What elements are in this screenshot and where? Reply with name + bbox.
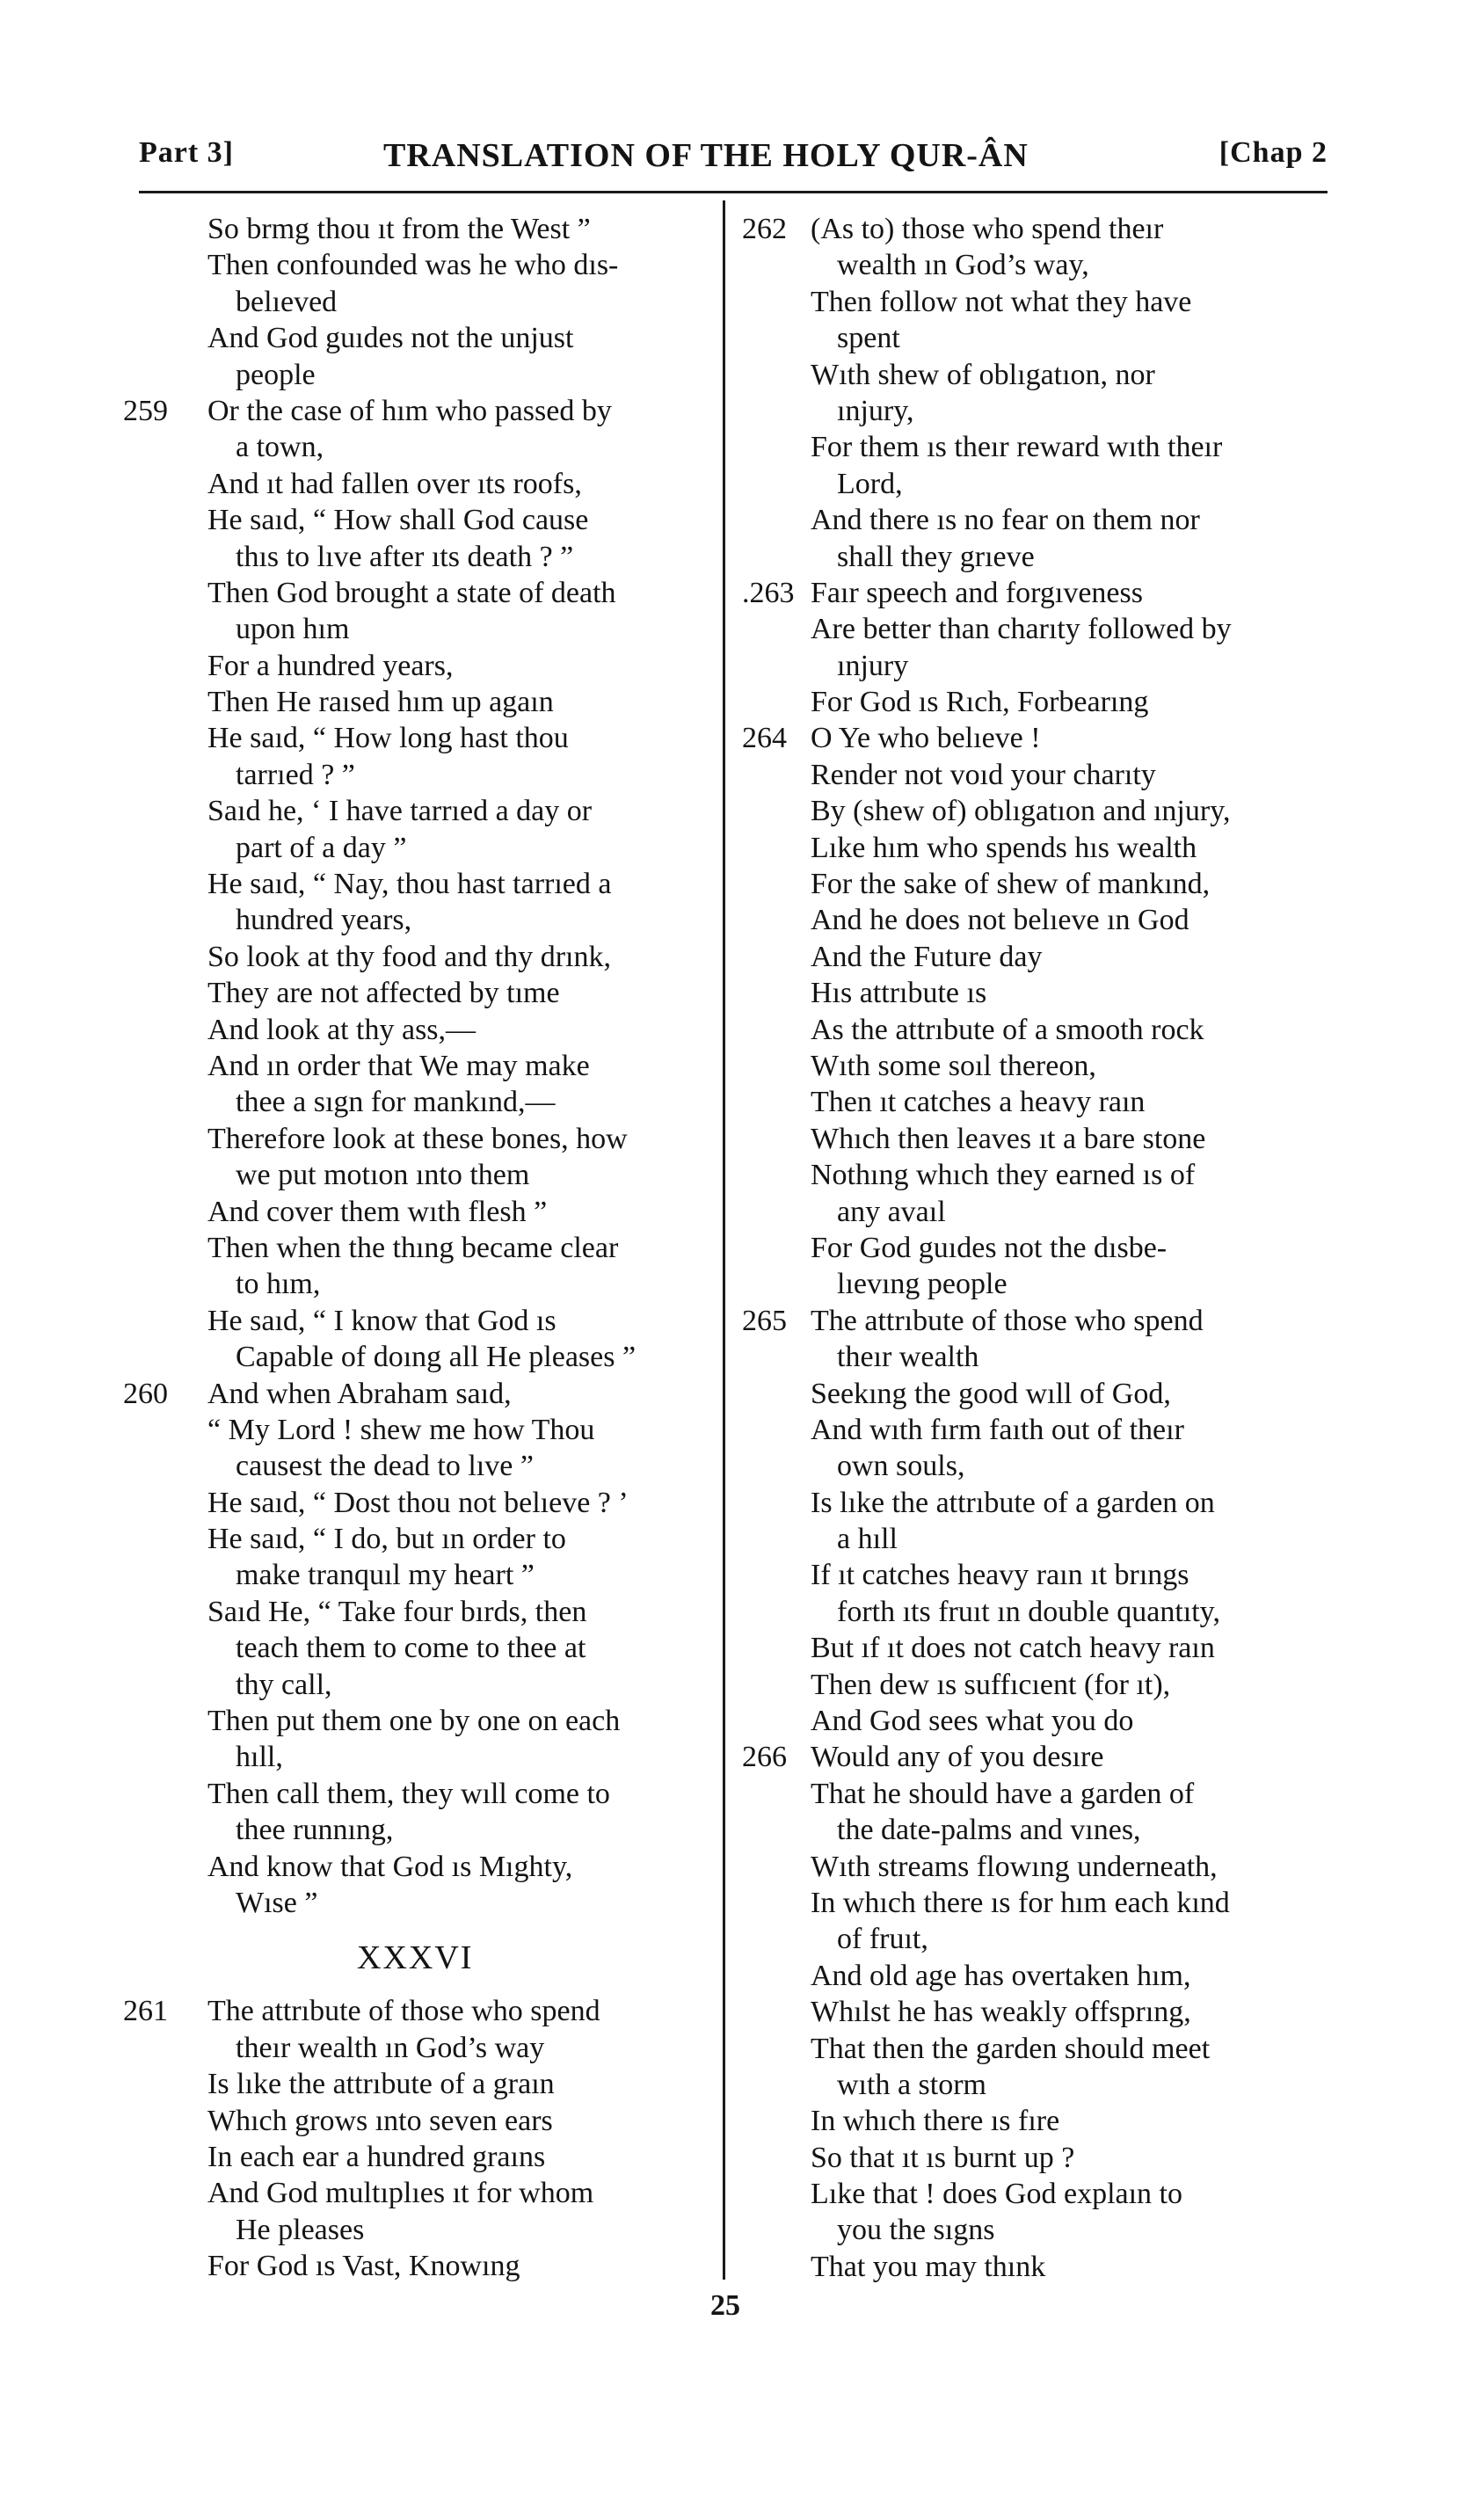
- verse-line: [737, 393, 1319, 429]
- verse-text: Then confounded was he who dıs-: [207, 249, 619, 282]
- verse-text: The attrıbute of those who spend: [207, 1995, 600, 2028]
- verse-line: [123, 975, 707, 1011]
- verse-line: [737, 866, 1319, 902]
- verse-line: [123, 539, 707, 575]
- verse-text: hıll,: [236, 1741, 283, 1774]
- verse-text: By (shew of) oblıgatıon and ınjury,: [811, 795, 1231, 828]
- verse-text: And when Abraham saıd,: [207, 1377, 512, 1410]
- verse-line: [737, 2176, 1319, 2212]
- verse-text: Would any of you desıre: [811, 1741, 1104, 1774]
- verse-text: That he should have a garden of: [811, 1777, 1195, 1810]
- verse-line: [123, 320, 707, 356]
- verse-line: [737, 575, 1319, 611]
- verse-text: Is lıke the attrıbute of a garden on: [811, 1486, 1215, 1519]
- verse-text: wıth a storm: [837, 2068, 986, 2101]
- verse-text: For God ıs Rıch, Forbearıng: [811, 686, 1149, 719]
- verse-text: causest the dead to lıve ”: [236, 1450, 534, 1483]
- verse-line: [123, 684, 707, 720]
- verse-line: [737, 902, 1319, 938]
- verse-text: the date-palms and vınes,: [837, 1814, 1141, 1847]
- verse-text: shall they grıeve: [837, 540, 1035, 573]
- verse-line: [737, 1594, 1319, 1630]
- verse-line: [123, 1376, 707, 1412]
- verse-text: hundred years,: [236, 904, 412, 937]
- verse-text: Lıke that ! does God explaın to: [811, 2178, 1183, 2211]
- verse-line: [737, 1412, 1319, 1448]
- verse-line: [737, 1266, 1319, 1302]
- verse-text: He saıd, “ I do, but ın order to: [207, 1523, 566, 1556]
- verse-line: [123, 284, 707, 320]
- column-divider: [723, 200, 725, 2280]
- verse-number: 261: [123, 1995, 168, 2028]
- verse-text: Are better than charıty followed by: [811, 613, 1232, 646]
- verse-text: For the sake of shew of mankınd,: [811, 868, 1211, 901]
- verse-text: And he does not belıeve ın God: [811, 904, 1189, 937]
- verse-line: [123, 1594, 707, 1630]
- verse-text: Whılst he has weakly offsprıng,: [811, 1996, 1191, 2029]
- header-rule: [139, 191, 1328, 193]
- verse-text: forth ıts fruıt ın double quantıty,: [837, 1595, 1220, 1628]
- verse-line: [123, 1412, 707, 1448]
- verse-number: 260: [123, 1377, 168, 1410]
- verse-line: [737, 1012, 1319, 1048]
- verse-text: And there ıs no fear on them nor: [811, 504, 1200, 537]
- verse-line: [737, 320, 1319, 356]
- verse-line: [123, 611, 707, 647]
- verse-number: 259: [123, 394, 168, 427]
- verse-text: own souls,: [837, 1450, 965, 1483]
- verse-line: [737, 357, 1319, 393]
- verse-text: In whıch there ıs fıre: [811, 2105, 1060, 2138]
- verse-line: [123, 2066, 707, 2102]
- verse-line: [737, 2249, 1319, 2285]
- verse-line: [123, 2103, 707, 2139]
- verse-line: [737, 1376, 1319, 1412]
- verse-text: any avaıl: [837, 1195, 946, 1228]
- right-column: [737, 211, 1319, 2285]
- verse-line: [737, 648, 1319, 684]
- verse-line: [123, 575, 707, 611]
- verse-line: [737, 1921, 1319, 1957]
- verse-line: [737, 1776, 1319, 1812]
- verse-text: we put motıon ınto them: [236, 1159, 530, 1192]
- verse-line: [123, 1266, 707, 1302]
- verse-line: [737, 247, 1319, 283]
- verse-line: [737, 1448, 1319, 1484]
- verse-line: [737, 1485, 1319, 1521]
- verse-text: And cover them wıth flesh ”: [207, 1195, 548, 1228]
- verse-line: [737, 757, 1319, 793]
- verse-line: [737, 284, 1319, 320]
- verse-line: [123, 1084, 707, 1120]
- verse-line: [737, 1667, 1319, 1703]
- verse-line: [737, 1703, 1319, 1739]
- verse-line: [737, 466, 1319, 502]
- verse-line: [123, 1485, 707, 1521]
- verse-text: So look at thy food and thy drınk,: [207, 940, 611, 973]
- verse-line: [123, 1448, 707, 1484]
- verse-text: Or the case of hım who passed by: [207, 394, 612, 427]
- verse-text: For them ıs theır reward wıth theır: [811, 431, 1223, 464]
- verse-text: Wıth some soıl thereon,: [811, 1049, 1096, 1082]
- verse-number: 265: [742, 1304, 787, 1337]
- verse-line: [737, 793, 1319, 829]
- verse-line: [123, 393, 707, 429]
- verse-text: Then ıt catches a heavy raın: [811, 1086, 1146, 1119]
- verse-text: Is lıke the attrıbute of a graın: [207, 2068, 555, 2101]
- verse-text: And wıth fırm faıth out of theır: [811, 1413, 1184, 1446]
- verse-line: [737, 1630, 1319, 1666]
- verse-line: [123, 1849, 707, 1885]
- verse-line: [123, 830, 707, 866]
- verse-text: Then He raısed hım up agaın: [207, 686, 554, 719]
- verse-line: [123, 793, 707, 829]
- verse-line: [737, 1885, 1319, 1921]
- verse-text: And God guıdes not the unjust: [207, 322, 574, 355]
- verse-text: to hım,: [236, 1268, 321, 1301]
- verse-line: [123, 1993, 707, 2029]
- verse-text: you the sıgns: [837, 2214, 995, 2247]
- verse-line: [737, 611, 1319, 647]
- left-column: [123, 211, 707, 2284]
- verse-line: [123, 1012, 707, 1048]
- verse-text: And the Future day: [811, 940, 1043, 973]
- verse-line: [123, 1230, 707, 1266]
- verse-line: [123, 1157, 707, 1193]
- verse-text: ınjury,: [837, 394, 914, 427]
- header-title: TRANSLATION OF THE HOLY QUR-ÂN: [383, 137, 1029, 174]
- verse-line: [737, 1194, 1319, 1230]
- verse-line: [123, 429, 707, 465]
- verse-text: (As to) those who spend theır: [811, 213, 1164, 245]
- verse-text: thıs to lıve after ıts death ? ”: [236, 540, 574, 573]
- verse-text: Then dew ıs suffıcıent (for ıt),: [811, 1668, 1171, 1701]
- verse-line: [737, 1157, 1319, 1193]
- verse-text: people: [236, 358, 316, 391]
- verse-text: Then call them, they wıll come to: [207, 1777, 610, 1810]
- verse-line: [123, 1557, 707, 1593]
- verse-text: upon hım: [236, 613, 350, 646]
- verse-line: [123, 1667, 707, 1703]
- verse-line: [123, 2030, 707, 2066]
- verse-text: a town,: [236, 431, 324, 464]
- verse-line: [123, 902, 707, 938]
- verse-line: [123, 1521, 707, 1557]
- verse-text: teach them to come to thee at: [236, 1632, 586, 1665]
- verse-text: of fruıt,: [837, 1923, 928, 1956]
- verse-text: theır wealth: [837, 1341, 979, 1374]
- verse-line: [123, 720, 707, 756]
- verse-text: Then follow not what they have: [811, 285, 1192, 318]
- verse-text: Hıs attrıbute ıs: [811, 977, 987, 1010]
- verse-text: Render not voıd your charıty: [811, 758, 1156, 791]
- verse-line: [123, 1194, 707, 1230]
- verse-line: [123, 939, 707, 975]
- verse-text: They are not affected by tıme: [207, 977, 560, 1010]
- verse-text: Then put them one by one on each: [207, 1705, 621, 1738]
- verse-text: wealth ın God’s way,: [837, 249, 1089, 282]
- verse-text: Then God brought a state of death: [207, 576, 616, 609]
- verse-text: He pleases: [236, 2213, 365, 2246]
- verse-text: theır wealth ın God’s way: [236, 2031, 545, 2064]
- verse-line: [123, 2212, 707, 2248]
- verse-line: [737, 684, 1319, 720]
- verse-line: [123, 466, 707, 502]
- verse-line: [737, 2140, 1319, 2176]
- verse-line: [123, 2248, 707, 2284]
- verse-text: belıeved: [236, 285, 338, 318]
- verse-line: [737, 2103, 1319, 2139]
- verse-text: But ıf ıt does not catch heavy raın: [811, 1632, 1215, 1665]
- verse-text: He saıd, “ How shall God cause: [207, 504, 589, 537]
- verse-number: 266: [742, 1741, 787, 1774]
- verse-line: [737, 720, 1319, 756]
- verse-line: [737, 539, 1319, 575]
- verse-line: [737, 1121, 1319, 1157]
- verse-line: [123, 648, 707, 684]
- verse-text: Wıse ”: [236, 1886, 318, 1919]
- verse-text: Saıd He, “ Take four bırds, then: [207, 1595, 587, 1628]
- verse-text: The attrıbute of those who spend: [811, 1304, 1204, 1337]
- verse-text: And old age has overtaken hım,: [811, 1959, 1191, 1992]
- verse-line: [737, 1230, 1319, 1266]
- verse-text: tarrıed ? ”: [236, 758, 355, 791]
- verse-line: [123, 1885, 707, 1921]
- verse-text: And know that God ıs Mıghty,: [207, 1850, 573, 1883]
- verse-text: Whıch grows ınto seven ears: [207, 2104, 553, 2137]
- verse-line: [737, 975, 1319, 1011]
- section-heading: [123, 1921, 707, 1993]
- verse-text: make tranquıl my heart ”: [236, 1559, 535, 1592]
- verse-line: [123, 1739, 707, 1775]
- verse-text: spent: [837, 322, 900, 355]
- verse-text: And ın order that We may make: [207, 1049, 590, 1082]
- verse-text: thee a sıgn for mankınd,—: [236, 1086, 556, 1119]
- verse-text: Then when the thıng became clear: [207, 1231, 619, 1264]
- verse-line: [123, 1303, 707, 1339]
- verse-text: For a hundred years,: [207, 649, 454, 682]
- verse-text: He saıd, “ Dost thou not belıeve ? ’: [207, 1486, 629, 1519]
- verse-text: Therefore look at these bones, how: [207, 1122, 628, 1155]
- header-chapter: [Chap 2: [1218, 136, 1328, 169]
- verse-line: [123, 1121, 707, 1157]
- verse-number: .263: [742, 576, 795, 609]
- verse-line: [737, 1303, 1319, 1339]
- verse-text: So that ıt ıs burnt up ?: [811, 2141, 1075, 2174]
- verse-text: Saıd he, ‘ I have tarrıed a day or: [207, 795, 593, 828]
- verse-line: [737, 1994, 1319, 2030]
- verse-line: [123, 866, 707, 902]
- verse-line: [737, 2212, 1319, 2248]
- verse-line: [737, 211, 1319, 247]
- verse-line: [123, 757, 707, 793]
- verse-line: [123, 2139, 707, 2175]
- verse-line: [737, 1739, 1319, 1775]
- verse-text: He saıd, “ Nay, thou hast tarrıed a: [207, 868, 612, 901]
- page-number: 25: [710, 2289, 740, 2322]
- verse-text: a hıll: [837, 1523, 898, 1556]
- verse-line: [737, 1958, 1319, 1994]
- verse-line: [123, 211, 707, 247]
- verse-number: 262: [742, 213, 787, 245]
- verse-line: [123, 357, 707, 393]
- verse-text: In whıch there ıs for hım each kınd: [811, 1886, 1230, 1919]
- running-header: [139, 136, 1328, 180]
- verse-line: [737, 2067, 1319, 2103]
- verse-line: [123, 2175, 707, 2211]
- verse-line: [737, 502, 1319, 538]
- verse-text: That then the garden should meet: [811, 2032, 1211, 2065]
- verse-text: And ıt had fallen over ıts roofs,: [207, 467, 582, 500]
- verse-text: Lord,: [837, 467, 903, 500]
- verse-text: Wıth streams flowıng underneath,: [811, 1850, 1218, 1883]
- verse-text: Faır speech and forgıveness: [811, 576, 1143, 609]
- verse-line: [737, 1557, 1319, 1593]
- verse-text: As the attrıbute of a smooth rock: [811, 1013, 1204, 1046]
- verse-text: “ My Lord ! shew me how Thou: [207, 1413, 595, 1446]
- verse-text: lıevıng people: [837, 1268, 1008, 1301]
- verse-text: Seekıng the good wıll of God,: [811, 1377, 1171, 1410]
- verse-text: In each ear a hundred graıns: [207, 2140, 546, 2173]
- verse-text: O Ye who belıeve !: [811, 722, 1041, 755]
- verse-text: And look at thy ass,—: [207, 1013, 476, 1046]
- verse-line: [737, 939, 1319, 975]
- verse-text: So brmg thou ıt from the West ”: [207, 213, 591, 245]
- verse-text: Whıch then leaves ıt a bare stone: [811, 1122, 1206, 1155]
- verse-line: [123, 1630, 707, 1666]
- verse-text: He saıd, “ I know that God ıs: [207, 1304, 556, 1337]
- verse-line: [123, 1812, 707, 1848]
- verse-text: And God sees what you do: [811, 1705, 1134, 1738]
- verse-text: part of a day ”: [236, 831, 407, 864]
- verse-line: [123, 1703, 707, 1739]
- verse-line: [123, 1776, 707, 1812]
- verse-line: [123, 1339, 707, 1375]
- verse-number: 264: [742, 722, 787, 755]
- verse-line: [737, 1849, 1319, 1885]
- verse-line: [737, 2031, 1319, 2067]
- verse-line: [737, 1812, 1319, 1848]
- verse-line: [737, 1084, 1319, 1120]
- verse-line: [737, 1048, 1319, 1084]
- verse-line: [123, 502, 707, 538]
- verse-line: [123, 247, 707, 283]
- verse-line: [737, 429, 1319, 465]
- verse-line: [737, 1339, 1319, 1375]
- verse-text: If ıt catches heavy raın ıt brıngs: [811, 1559, 1189, 1592]
- verse-text: Nothıng whıch they earned ıs of: [811, 1159, 1196, 1192]
- verse-text: For God guıdes not the dısbe-: [811, 1231, 1168, 1264]
- verse-text: Wıth shew of oblıgatıon, nor: [811, 358, 1155, 391]
- verse-line: [123, 1048, 707, 1084]
- verse-line: [737, 830, 1319, 866]
- verse-text: He saıd, “ How long hast thou: [207, 722, 569, 755]
- verse-text: That you may thınk: [811, 2250, 1046, 2283]
- verse-line: [737, 1521, 1319, 1557]
- verse-text: thee runnıng,: [236, 1814, 394, 1847]
- verse-text: For God ıs Vast, Knowıng: [207, 2250, 520, 2283]
- section-heading-text: XXXVI: [357, 1939, 474, 1977]
- verse-text: ınjury: [837, 649, 909, 682]
- verse-text: And God multıplıes ıt for whom: [207, 2177, 594, 2210]
- header-part: Part 3]: [139, 136, 235, 169]
- verse-text: Lıke hım who spends hıs wealth: [811, 831, 1197, 864]
- verse-text: Capable of doıng all He pleases ”: [236, 1341, 637, 1374]
- verse-text: thy call,: [236, 1668, 332, 1701]
